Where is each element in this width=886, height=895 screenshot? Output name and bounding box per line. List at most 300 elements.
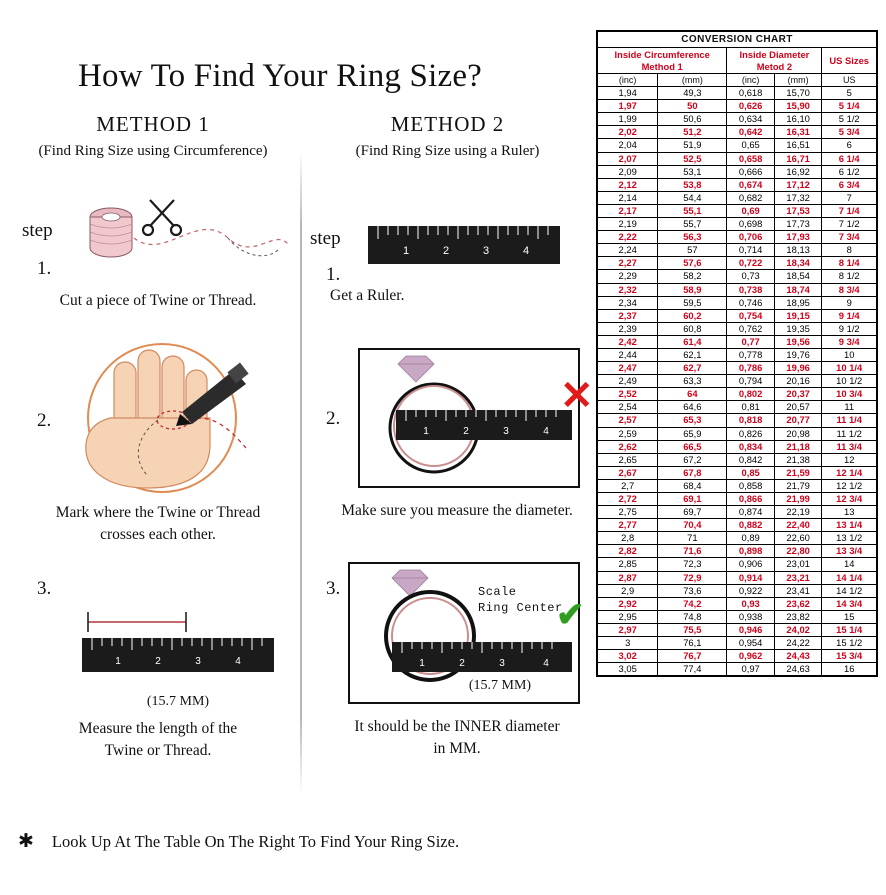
table-cell: 14 [822, 558, 877, 571]
table-cell: 13 1/2 [822, 532, 877, 545]
table-row [598, 139, 877, 152]
table-row [598, 597, 877, 610]
table-cell: 0,674 [727, 178, 775, 191]
table-row [598, 532, 877, 545]
table-cell: 53,8 [658, 178, 727, 191]
table-cell: 7 1/2 [822, 218, 877, 231]
table-cell: 2,34 [598, 296, 658, 309]
table-cell: 71 [658, 532, 727, 545]
table-cell: 0,658 [727, 152, 775, 165]
table-cell: 23,82 [774, 610, 822, 623]
method-2-column [305, 112, 590, 160]
table-cell: 2,85 [598, 558, 658, 571]
table-cell: 16,71 [774, 152, 822, 165]
chart-title-row [598, 32, 877, 48]
table-cell: 0,802 [727, 388, 775, 401]
scale-ring-center-label: Scale Ring Center [478, 585, 563, 616]
table-cell: 2,27 [598, 257, 658, 270]
conversion-chart-table [597, 31, 877, 676]
table-cell: 0,834 [727, 440, 775, 453]
table-cell: 74,2 [658, 597, 727, 610]
table-row [598, 440, 877, 453]
table-cell: 7 1/4 [822, 204, 877, 217]
table-cell: 9 1/4 [822, 309, 877, 322]
table-cell: 61,4 [658, 335, 727, 348]
table-row [598, 637, 877, 650]
table-row [598, 558, 877, 571]
footnote [18, 830, 578, 853]
table-cell: 11 1/4 [822, 414, 877, 427]
table-cell: 0,698 [727, 218, 775, 231]
svg-text:1: 1 [402, 245, 410, 257]
table-row [598, 191, 877, 204]
table-cell: 1,97 [598, 100, 658, 113]
table-cell: 11 [822, 401, 877, 414]
table-cell: 69,7 [658, 506, 727, 519]
table-cell: 21,59 [774, 466, 822, 479]
table-row [598, 257, 877, 270]
table-cell: 0,946 [727, 623, 775, 636]
method-1-measure-value: (15.7 MM) [146, 694, 210, 709]
table-cell: 2,92 [598, 597, 658, 610]
method-2-subheading: (Find Ring Size using a Ruler) [355, 143, 540, 159]
table-cell: 22,60 [774, 532, 822, 545]
group-header-diameter [727, 48, 822, 74]
table-cell: 75,5 [658, 623, 727, 636]
table-row [598, 165, 877, 178]
table-cell: 5 1/2 [822, 113, 877, 126]
table-row [598, 623, 877, 636]
table-cell: 23,62 [774, 597, 822, 610]
table-cell: 0,882 [727, 519, 775, 532]
method-1-subheading: (Find Ring Size using Circumference) [38, 143, 268, 159]
table-row [598, 610, 877, 623]
table-cell: 3,02 [598, 650, 658, 663]
table-cell: 20,57 [774, 401, 822, 414]
table-cell: 19,96 [774, 362, 822, 375]
table-cell: 15 1/4 [822, 623, 877, 636]
table-cell: 2,62 [598, 440, 658, 453]
table-cell: 69,1 [658, 493, 727, 506]
table-cell: 15 1/2 [822, 637, 877, 650]
table-cell: 6 3/4 [822, 178, 877, 191]
table-cell: 22,80 [774, 545, 822, 558]
asterisk-icon: ✱ [18, 831, 34, 852]
table-cell: 65,3 [658, 414, 727, 427]
method-1-step-3-caption: Measure the length of the Twine or Thread. [78, 720, 238, 760]
table-cell: 0,722 [727, 257, 775, 270]
table-cell: 2,7 [598, 479, 658, 492]
method-1-step-1-caption: Cut a piece of Twine or Thread. [59, 292, 257, 309]
table-cell: 0,938 [727, 610, 775, 623]
table-cell: 1,94 [598, 87, 658, 100]
method-2-heading: METHOD 2 [390, 112, 505, 136]
table-cell: 52,5 [658, 152, 727, 165]
table-cell: 3 [598, 637, 658, 650]
table-cell: 0,77 [727, 335, 775, 348]
table-cell: 60,2 [658, 309, 727, 322]
table-row [598, 152, 877, 165]
table-cell: 0,97 [727, 663, 775, 676]
table-cell: 18,54 [774, 270, 822, 283]
column-divider [300, 150, 302, 795]
table-cell: 2,59 [598, 427, 658, 440]
table-cell: 19,35 [774, 322, 822, 335]
table-row [598, 322, 877, 335]
table-cell: 57 [658, 244, 727, 257]
table-cell: 60,8 [658, 322, 727, 335]
table-cell: 15,70 [774, 87, 822, 100]
table-cell: 10 [822, 348, 877, 361]
table-cell: 9 3/4 [822, 335, 877, 348]
ring-measure-wrong-figure [358, 348, 580, 488]
table-cell: 2,47 [598, 362, 658, 375]
table-cell: 51,2 [658, 126, 727, 139]
table-cell: 2,14 [598, 191, 658, 204]
table-cell: 0,682 [727, 191, 775, 204]
table-cell: 12 3/4 [822, 493, 877, 506]
table-cell: 76,1 [658, 637, 727, 650]
table-cell: 12 [822, 453, 877, 466]
table-cell: 0,93 [727, 597, 775, 610]
table-cell: 2,87 [598, 571, 658, 584]
table-row [598, 100, 877, 113]
table-cell: 68,4 [658, 479, 727, 492]
table-cell: 2,52 [598, 388, 658, 401]
table-row [598, 218, 877, 231]
table-row [598, 296, 877, 309]
table-cell: 72,9 [658, 571, 727, 584]
table-cell: 2,32 [598, 283, 658, 296]
table-cell: 2,37 [598, 309, 658, 322]
table-cell: 53,1 [658, 165, 727, 178]
method-2-step-3-caption: It should be the INNER diameter in MM. [354, 718, 560, 758]
table-cell: 0,874 [727, 506, 775, 519]
table-cell: 2,8 [598, 532, 658, 545]
table-cell: 15,90 [774, 100, 822, 113]
method-2-step-word: step [310, 228, 341, 249]
method-2-step-2-caption: Make sure you measure the diameter. [341, 502, 573, 519]
table-cell: 62,1 [658, 348, 727, 361]
table-cell: 16,31 [774, 126, 822, 139]
page-title: How To Find Your Ring Size? [77, 58, 483, 95]
table-cell: 2,17 [598, 204, 658, 217]
table-cell: 0,85 [727, 466, 775, 479]
group-header-circumference [598, 48, 727, 74]
group-header-diameter-label: Inside Diameter [739, 49, 810, 60]
table-row [598, 453, 877, 466]
table-row [598, 545, 877, 558]
table-row [598, 204, 877, 217]
hand-thread-illustration [62, 340, 292, 500]
thread-measure-illustration [78, 600, 278, 690]
table-row [598, 178, 877, 191]
table-cell: 11 3/4 [822, 440, 877, 453]
table-cell: 2,95 [598, 610, 658, 623]
table-cell: 24,02 [774, 623, 822, 636]
table-cell: 2,09 [598, 165, 658, 178]
chart-unit-row [598, 74, 877, 87]
table-cell: 19,15 [774, 309, 822, 322]
table-cell: 0,786 [727, 362, 775, 375]
table-cell: 76,7 [658, 650, 727, 663]
table-cell: 0,866 [727, 493, 775, 506]
unit-header-2: (inc) [727, 74, 775, 87]
table-cell: 3,05 [598, 663, 658, 676]
table-cell: 0,706 [727, 231, 775, 244]
svg-text:2: 2 [459, 658, 465, 669]
table-cell: 9 1/2 [822, 322, 877, 335]
table-cell: 21,99 [774, 493, 822, 506]
twine-spool-illustration [78, 192, 293, 284]
table-cell: 55,1 [658, 204, 727, 217]
method-1-heading: METHOD 1 [96, 112, 210, 136]
table-row [598, 519, 877, 532]
table-cell: 20,37 [774, 388, 822, 401]
table-row [598, 231, 877, 244]
table-cell: 0,818 [727, 414, 775, 427]
table-cell: 49,3 [658, 87, 727, 100]
table-cell: 2,04 [598, 139, 658, 152]
table-cell: 23,21 [774, 571, 822, 584]
table-row [598, 466, 877, 479]
table-cell: 10 1/2 [822, 375, 877, 388]
method-1-column [8, 112, 298, 160]
table-cell: 2,9 [598, 584, 658, 597]
table-cell: 2,29 [598, 270, 658, 283]
table-cell: 17,32 [774, 191, 822, 204]
unit-header-3: (mm) [774, 74, 822, 87]
conversion-chart-body [598, 87, 877, 676]
table-cell: 2,75 [598, 506, 658, 519]
method-2-step-1-number: 1. [326, 264, 341, 285]
table-cell: 2,39 [598, 322, 658, 335]
svg-text:4: 4 [543, 658, 549, 669]
table-row [598, 427, 877, 440]
table-cell: 0,922 [727, 584, 775, 597]
table-cell: 0,962 [727, 650, 775, 663]
method-2-step-3-number: 3. [326, 578, 341, 599]
table-cell: 13 [822, 506, 877, 519]
conversion-chart [596, 30, 878, 677]
table-cell: 6 1/4 [822, 152, 877, 165]
table-cell: 5 1/4 [822, 100, 877, 113]
table-cell: 2,02 [598, 126, 658, 139]
table-cell: 13 3/4 [822, 545, 877, 558]
table-cell: 22,40 [774, 519, 822, 532]
table-cell: 8 1/4 [822, 257, 877, 270]
table-row [598, 493, 877, 506]
table-cell: 2,19 [598, 218, 658, 231]
table-cell: 10 3/4 [822, 388, 877, 401]
table-cell: 58,2 [658, 270, 727, 283]
svg-text:3: 3 [195, 656, 201, 667]
table-cell: 64,6 [658, 401, 727, 414]
table-cell: 2,97 [598, 623, 658, 636]
table-cell: 10 1/4 [822, 362, 877, 375]
table-cell: 2,24 [598, 244, 658, 257]
table-cell: 0,714 [727, 244, 775, 257]
table-row [598, 414, 877, 427]
footnote-text: Look Up At The Table On The Right To Find Your Ring Size. [51, 832, 460, 851]
svg-text:4: 4 [235, 656, 241, 667]
table-cell: 0,81 [727, 401, 775, 414]
svg-text:1: 1 [423, 426, 429, 437]
svg-text:2: 2 [155, 656, 161, 667]
table-cell: 2,54 [598, 401, 658, 414]
table-cell: 15 3/4 [822, 650, 877, 663]
table-cell: 21,79 [774, 479, 822, 492]
group-header-us-sizes: US Sizes [822, 48, 877, 74]
table-cell: 8 3/4 [822, 283, 877, 296]
table-cell: 2,57 [598, 414, 658, 427]
table-cell: 23,01 [774, 558, 822, 571]
method-2-step-2-number: 2. [326, 408, 341, 429]
table-cell: 8 1/2 [822, 270, 877, 283]
table-cell: 74,8 [658, 610, 727, 623]
table-cell: 64 [658, 388, 727, 401]
table-row [598, 375, 877, 388]
table-cell: 5 [822, 87, 877, 100]
table-cell: 12 1/4 [822, 466, 877, 479]
svg-text:4: 4 [522, 245, 530, 257]
table-cell: 17,73 [774, 218, 822, 231]
table-cell: 2,42 [598, 335, 658, 348]
table-cell: 6 [822, 139, 877, 152]
table-cell: 59,5 [658, 296, 727, 309]
table-cell: 8 [822, 244, 877, 257]
svg-text:3: 3 [503, 426, 509, 437]
table-cell: 0,666 [727, 165, 775, 178]
table-cell: 16,51 [774, 139, 822, 152]
table-row [598, 113, 877, 126]
table-row [598, 126, 877, 139]
table-cell: 17,53 [774, 204, 822, 217]
table-row [598, 401, 877, 414]
table-cell: 0,69 [727, 204, 775, 217]
table-cell: 77,4 [658, 663, 727, 676]
table-cell: 2,22 [598, 231, 658, 244]
svg-text:3: 3 [482, 245, 490, 257]
table-row [598, 348, 877, 361]
table-cell: 17,12 [774, 178, 822, 191]
table-cell: 58,9 [658, 283, 727, 296]
table-cell: 0,826 [727, 427, 775, 440]
table-cell: 2,65 [598, 453, 658, 466]
table-cell: 15 [822, 610, 877, 623]
svg-text:2: 2 [463, 426, 469, 437]
table-row [598, 283, 877, 296]
method-1-step-1-number: 1. [37, 258, 52, 279]
table-row [598, 244, 877, 257]
table-cell: 5 3/4 [822, 126, 877, 139]
svg-text:3: 3 [499, 658, 505, 669]
table-cell: 18,95 [774, 296, 822, 309]
table-cell: 0,906 [727, 558, 775, 571]
table-cell: 67,8 [658, 466, 727, 479]
table-cell: 2,49 [598, 375, 658, 388]
table-cell: 73,6 [658, 584, 727, 597]
svg-text:2: 2 [442, 245, 450, 257]
table-cell: 17,93 [774, 231, 822, 244]
method-2-measure-value: (15.7 MM) [468, 678, 532, 693]
table-cell: 20,16 [774, 375, 822, 388]
table-cell: 0,914 [727, 571, 775, 584]
table-cell: 0,626 [727, 100, 775, 113]
table-row [598, 479, 877, 492]
chart-title: CONVERSION CHART [598, 32, 877, 48]
table-row [598, 388, 877, 401]
table-cell: 63,3 [658, 375, 727, 388]
table-cell: 14 3/4 [822, 597, 877, 610]
table-cell: 23,41 [774, 584, 822, 597]
table-cell: 2,67 [598, 466, 658, 479]
table-cell: 24,22 [774, 637, 822, 650]
table-cell: 16,92 [774, 165, 822, 178]
table-cell: 56,3 [658, 231, 727, 244]
table-cell: 24,63 [774, 663, 822, 676]
table-cell: 2,44 [598, 348, 658, 361]
table-cell: 0,794 [727, 375, 775, 388]
table-cell: 18,13 [774, 244, 822, 257]
table-cell: 0,738 [727, 283, 775, 296]
table-cell: 22,19 [774, 506, 822, 519]
table-cell: 14 1/4 [822, 571, 877, 584]
table-cell: 0,762 [727, 322, 775, 335]
table-row [598, 506, 877, 519]
table-cell: 0,842 [727, 453, 775, 466]
table-cell: 18,74 [774, 283, 822, 296]
table-row [598, 663, 877, 676]
table-cell: 21,18 [774, 440, 822, 453]
method-1-step-2-caption: Mark where the Twine or Thread crosses each other. [55, 504, 261, 544]
table-row [598, 335, 877, 348]
table-cell: 57,6 [658, 257, 727, 270]
table-cell: 66,5 [658, 440, 727, 453]
table-cell: 0,65 [727, 139, 775, 152]
table-cell: 2,12 [598, 178, 658, 191]
table-cell: 11 1/2 [822, 427, 877, 440]
chart-group-header-row [598, 48, 877, 74]
group-header-diameter-sub: Metod 2 [756, 60, 793, 72]
group-header-circumference-sub: Method 1 [641, 60, 683, 72]
table-cell: 2,07 [598, 152, 658, 165]
table-cell: 50,6 [658, 113, 727, 126]
table-cell: 6 1/2 [822, 165, 877, 178]
svg-text:4: 4 [543, 426, 549, 437]
table-cell: 1,99 [598, 113, 658, 126]
correct-mark-icon: ✔ [556, 596, 585, 634]
table-cell: 2,82 [598, 545, 658, 558]
table-cell: 0,898 [727, 545, 775, 558]
table-cell: 21,38 [774, 453, 822, 466]
table-row [598, 270, 877, 283]
table-cell: 7 3/4 [822, 231, 877, 244]
table-cell: 14 1/2 [822, 584, 877, 597]
table-cell: 0,89 [727, 532, 775, 545]
table-cell: 0,778 [727, 348, 775, 361]
table-cell: 19,76 [774, 348, 822, 361]
svg-text:1: 1 [115, 656, 121, 667]
table-cell: 7 [822, 191, 877, 204]
table-row [598, 362, 877, 375]
table-cell: 0,954 [727, 637, 775, 650]
group-header-circumference-label: Inside Circumference [614, 49, 710, 60]
table-cell: 71,6 [658, 545, 727, 558]
table-row [598, 309, 877, 322]
table-row [598, 87, 877, 100]
table-cell: 18,34 [774, 257, 822, 270]
